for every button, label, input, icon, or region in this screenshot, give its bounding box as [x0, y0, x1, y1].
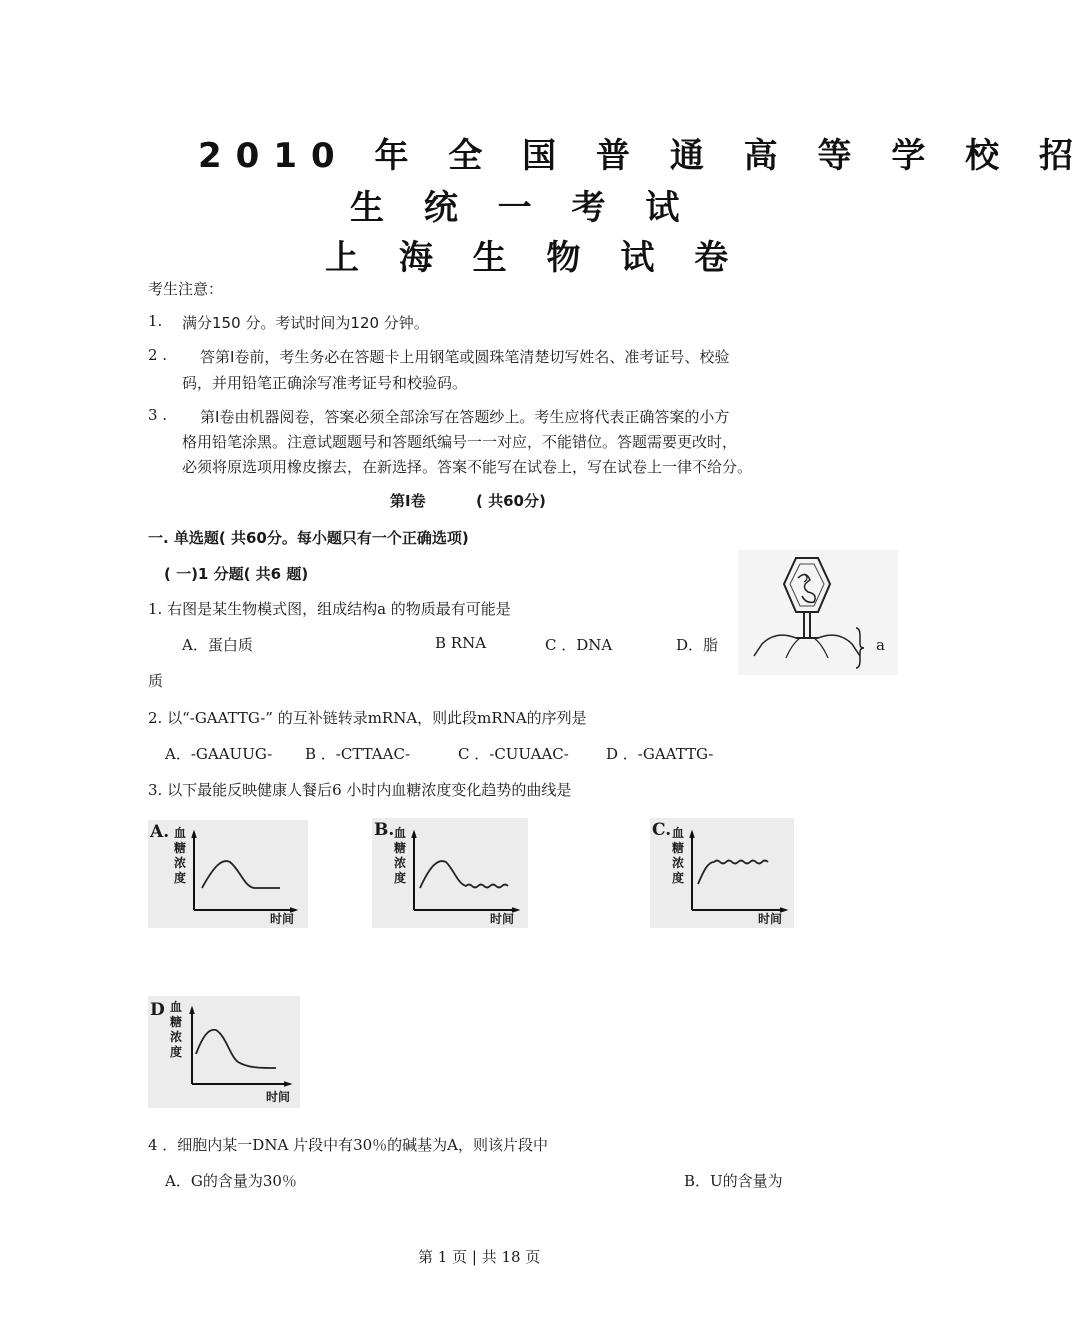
q4-option-a: A．G的含量为30％ — [165, 1172, 297, 1190]
q4-option-b: B．U的含量为 — [684, 1172, 783, 1190]
q3-graph-d-letter: D — [150, 1000, 165, 1020]
volume-score: ( 共60分) — [476, 492, 546, 510]
q2-option-d: D ．-GAATTG- — [606, 745, 714, 763]
q3-graph-b-xlabel: 时间 — [490, 912, 515, 926]
page-footer: 第 1 页 | 共 18 页 — [418, 1248, 541, 1266]
notice-item2-line2: 码，并用铅笔正确涂写准考证号和校验码。 — [182, 374, 468, 392]
q1-option-c: C ．DNA — [545, 636, 613, 654]
notice-item3-number: 3 . — [148, 406, 168, 424]
q3-graph-a-xlabel: 时间 — [270, 912, 295, 926]
notice-item1-number: 1. — [148, 312, 163, 330]
q3-graph-a-letter: A. — [150, 822, 170, 842]
q2-stem: 2. 以“-GAATTG-” 的互补链转录mRNA，则此段mRNA的序列是 — [148, 709, 587, 727]
q3-graph-d — [148, 996, 300, 1108]
notice-item1-text: 满分150 分。考试时间为120 分钟。 — [182, 314, 429, 332]
notice-item3-line2: 格用铅笔涂黑。注意试题题号和答题纸编号一一对应，不能错位。答题需要更改时， — [182, 433, 738, 451]
q3-stem: 3. 以下最能反映健康人餐后6 小时内血糖浓度变化趋势的曲线是 — [148, 781, 572, 799]
q1-stem: 1. 右图是某生物模式图，组成结构a 的物质最有可能是 — [148, 600, 511, 618]
q3-graph-d-ylabel: 血 糖 浓 度 — [170, 1000, 183, 1059]
notice-item2-number: 2 . — [148, 346, 168, 364]
sub-heading: ( 一)1 分题( 共6 题) — [164, 565, 309, 583]
q3-graph-c-ylabel: 血 糖 浓 度 — [672, 826, 685, 885]
notice-item3-line1: 第Ⅰ卷由机器阅卷，答案必须全部涂写在答题纱上。考生应将代表正确答案的小方 — [200, 408, 730, 426]
notice-heading: 考生注意： — [148, 280, 224, 298]
q1-figure-label: a — [876, 636, 885, 654]
q3-graph-c-letter: C. — [652, 820, 672, 840]
q3-graph-c-xlabel: 时间 — [758, 912, 783, 926]
bacteriophage-figure — [738, 550, 898, 675]
exam-title-line1: 2010 年 全 国 普 通 高 等 学 校 招 — [198, 136, 1087, 176]
q3-graph-c — [650, 818, 794, 928]
q2-option-a: A．-GAAUUG- — [165, 745, 273, 763]
q1-option-d-continued: 质 — [148, 672, 164, 690]
q3-graph-b — [372, 818, 528, 928]
q3-graph-a-ylabel: 血 糖 浓 度 — [174, 826, 187, 885]
q3-graph-d-xlabel: 时间 — [266, 1090, 291, 1104]
q3-graph-b-ylabel: 血 糖 浓 度 — [394, 826, 407, 885]
q2-option-c: C ．-CUUAAC- — [458, 745, 569, 763]
notice-item2-line1: 答第Ⅰ卷前，考生务必在答题卡上用钢笔或圆珠笔清楚切写姓名、准考证号、校验 — [200, 348, 730, 366]
q1-option-d: D．脂 — [676, 636, 719, 654]
exam-title-line3: 上 海 生 物 试 卷 — [325, 238, 743, 278]
q1-option-a: A．蛋白质 — [182, 636, 253, 654]
q4-stem: 4 ．细胞内某一DNA 片段中有30％的碱基为A，则该片段中 — [148, 1136, 548, 1154]
part-heading: 一. 单选题( 共60分。每小题只有一个正确选项) — [148, 529, 469, 547]
notice-item3-line3: 必须将原选项用橡皮擦去，在新选择。答案不能写在试卷上，写在试卷上一律不给分。 — [182, 458, 753, 476]
q1-option-b: B RNA — [435, 634, 487, 652]
q2-option-b: B ．-CTTAAC- — [305, 745, 411, 763]
exam-title-line2: 生 统 一 考 试 — [350, 188, 694, 228]
q3-graph-b-letter: B. — [374, 820, 395, 840]
q3-graph-a — [148, 820, 308, 928]
volume-title: 第Ⅰ卷 — [390, 492, 426, 510]
